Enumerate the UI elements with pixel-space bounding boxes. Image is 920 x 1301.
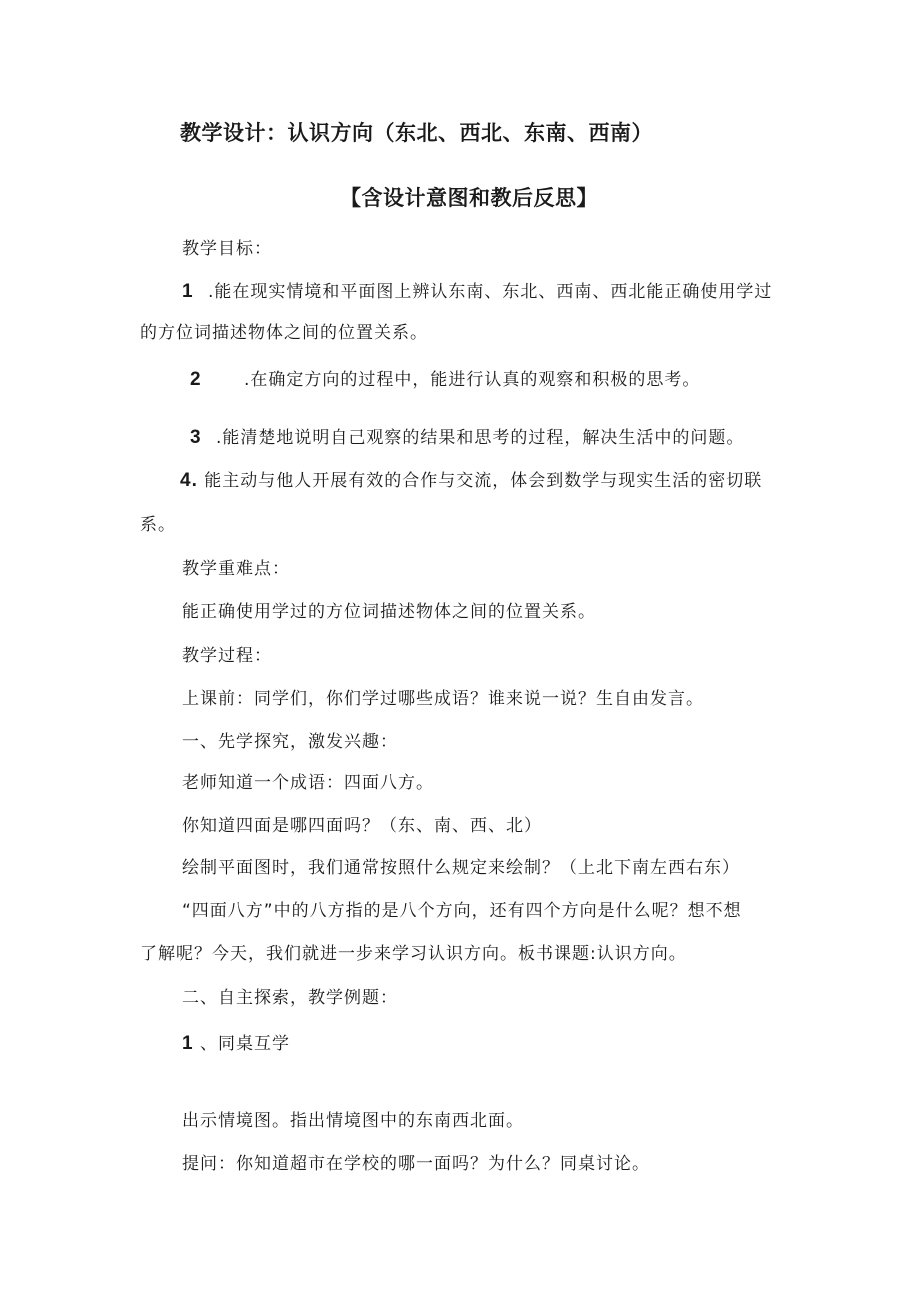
section-1-line-1: 老师知道一个成语：四面八方。 — [182, 773, 434, 793]
objective-4-number: 4. — [180, 470, 198, 491]
objective-2-text: .在确定方向的过程中，能进行认真的观察和积极的思考。 — [243, 370, 701, 390]
document-subtitle: 【含设计意图和教后反思】 — [340, 186, 598, 210]
section-2-sub-1 — [182, 1033, 290, 1055]
section-2-heading: 二、自主探索，教学例题： — [182, 988, 398, 1008]
objectives-heading: 教学目标： — [182, 239, 272, 259]
pre-class-text: 上课前：同学们，你们学过哪些成语？谁来说一说？生自由发言。 — [182, 689, 704, 709]
section-1-line-3: 绘制平面图时，我们通常按照什么规定来绘制？（上北下南左西右东） — [182, 858, 740, 878]
keypoints-heading: 教学重难点： — [182, 559, 290, 579]
objective-3-number: 3 — [190, 427, 202, 448]
section-2-sub-1-text: 、同桌互学 — [199, 1034, 290, 1054]
objective-4-text: 能主动与他人开展有效的合作与交流，体会到数学与现实生活的密切联 — [204, 471, 763, 491]
objective-3 — [190, 427, 744, 449]
objective-3-text: .能清楚地说明自己观察的结果和思考的过程，解决生活中的问题。 — [215, 428, 745, 448]
section-1-line-4a: “四面八方”中的八方指的是八个方向，还有四个方向是什么呢？想不想 — [182, 901, 742, 921]
objective-4-line-2: 系。 — [140, 515, 176, 535]
section-1-heading: 一、先学探究，激发兴趣： — [182, 732, 398, 752]
keypoints-text: 能正确使用学过的方位词描述物体之间的位置关系。 — [182, 602, 596, 622]
objective-2 — [190, 369, 700, 391]
objective-1-number: 1 — [182, 281, 194, 302]
objective-1-text: .能在现实情境和平面图上辨认东南、东北、西南、西北能正确使用学过 — [207, 282, 773, 302]
objective-4-line-1 — [180, 470, 762, 492]
document-title: 教学设计：认识方向（东北、西北、东南、西南） — [180, 121, 653, 145]
section-2-line-2: 提问：你知道超市在学校的哪一面吗？为什么？同桌讨论。 — [182, 1154, 650, 1174]
section-1-line-2: 你知道四面是哪四面吗？（东、南、西、北） — [182, 816, 542, 836]
objective-1-line-2: 的方位词描述物体之间的位置关系。 — [140, 323, 428, 343]
objective-1-line-1 — [182, 281, 772, 303]
section-1-line-4b: 了解呢？今天，我们就进一步来学习认识方向。板书课题:认识方向。 — [140, 944, 687, 964]
process-heading: 教学过程： — [182, 646, 272, 666]
section-2-line-1: 出示情境图。指出情境图中的东南西北面。 — [182, 1111, 524, 1131]
section-2-sub-1-number: 1 — [182, 1033, 194, 1054]
objective-2-number: 2 — [190, 369, 202, 390]
